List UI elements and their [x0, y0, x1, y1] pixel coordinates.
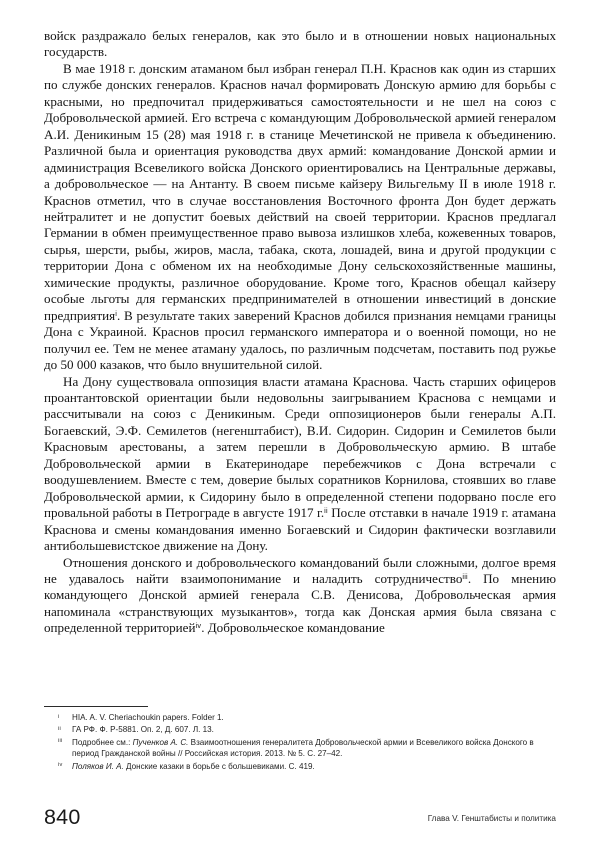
text-run: После отставки в начале 1919 г. атамана Краснова и смены командования именно Богаевский и Сидорин фактически возглавили антибольшевистское движение на Дону. [44, 505, 556, 554]
text-run: ГА РФ. Ф. Р-5881. Оп. 2, Д. 607. Л. 13. [72, 725, 214, 735]
footnote-marker-ii[interactable]: ii [58, 725, 61, 732]
text-run: HIA. A. V. Cheriachoukin papers. Folder 1. [72, 713, 224, 722]
footnote-item [44, 724, 556, 735]
footnote-marker-iv[interactable]: iv [58, 762, 63, 769]
body-paragraph [44, 374, 556, 555]
footnote-text [72, 725, 214, 734]
running-head-chapter-title: Глава V. Генштабисты и политика [427, 814, 556, 823]
footnote-item [44, 737, 556, 760]
text-run: Подробнее см.: [72, 737, 133, 747]
text-run: Отношения донского и добровольческого командований были сложными, долгое время не удавалось найти взаимопонимание и наладить сотрудничество [44, 554, 556, 586]
footnote-reference-iv[interactable]: iv [195, 621, 202, 631]
footnote-marker-i[interactable]: i [58, 713, 60, 720]
footnote-text [72, 762, 315, 771]
footnote-item [44, 761, 556, 772]
text-run: Донские казаки в борьбе с большевиками. С. 419. [123, 761, 315, 771]
text-run: . По мнению командующего Донской армией генерала С.В. Денисова, Добровольческая армия напоминала «странствующих музыкантов», тогда как Донская армия была связана с определенной территорией [44, 570, 556, 636]
footnote-text [72, 713, 224, 722]
footnote-separator-rule [44, 706, 148, 707]
body-text-block [44, 28, 556, 637]
footnote-item [44, 712, 556, 723]
footnotes-block [44, 706, 556, 773]
page-footer [0, 800, 600, 848]
citation-author: Пученков А. С. [132, 737, 189, 747]
body-paragraph [44, 28, 556, 61]
text-run: . В результате таких заверений Краснов добился признания немцами границы Дона с Украиной. Краснов просил германского императора и о военной помощи, но не получил ее. Тем не менее атаману удалось, по различным подсчетам, поставить под ружье до 50 000 казаков, что было внушительной силой. [44, 307, 556, 373]
footnote-text [72, 738, 534, 758]
footnote-reference-ii[interactable]: ii [324, 506, 328, 516]
text-run: Взаимоотношения генералитета Добровольческой армии и Всевеликого войска Донского в период Гражданской войны // Российская история. 2013. № 5. С. 27–42. [72, 737, 534, 759]
footnote-marker-iii[interactable]: iii [58, 738, 63, 745]
citation-author: Поляков И. А. [72, 761, 124, 771]
footnote-reference-iii[interactable]: iii [462, 571, 468, 581]
text-run: войск раздражало белых генералов, как это было и в отношении новых национальных государств. [44, 28, 556, 60]
text-run: . Добровольческое командование [201, 620, 385, 636]
body-paragraph [44, 555, 556, 637]
page-number: 840 [44, 805, 81, 829]
body-paragraph [44, 61, 556, 374]
text-run: В мае 1918 г. донским атаманом был избран генерал П.Н. Краснов как один из старших по службе донских генералов. Краснов начал формировать Донскую армию для борьбы с красными, но предпочитал придерживаться самостоятельности и не шел на союз с Добровольческой армией. Его встреча с командующим Добровольческой армией генералом А.И. Деникиным 15 (28) мая 1918 г. в станице Мечетинской не привела к объединению. Различной была и ориентация руководства двух армий: командование Донской армии и администрация Всевеликого войска Донского ориентировались на Центральные державы, а добровольческое — на Антанту. В своем письме кайзеру Вильгельму II в июле 1918 г. Краснов отметил, что в случае восстановления Восточного фронта Дон будет держать нейтралитет и не допустит боевых действий на своей территории. Краснов предлагал Германии в обмен преимущественное право вывоза излишков хлеба, кожевенных товаров, сырья, шерсти, рыбы, жиров, масла, табака, скота, лошадей, вина и другой продукции с территории Дона с обменом их на необходимые Дону сельскохозяйственные машины, химические продукты, различное оборудование. Кроме того, Краснов обещал кайзеру особые льготы для германских предпринимателей в отношении инвестиций в донские предприятия [44, 60, 556, 323]
footnote-reference-i[interactable]: i [115, 308, 118, 318]
footnote-list [44, 712, 556, 772]
text-run: На Дону существовала оппозиция власти атамана Краснова. Часть старших офицеров проантантовской ориентации были недовольны заигрыванием Краснова с немцами и рассчитывали на союз с Деникиным. Среди оппозиционеров были генералы А.П. Богаевский, Э.Ф. Семилетов (негенштабист), В.И. Сидорин. Сидорин и Семилетов были Красновым арестованы, а затем перешли в Добровольческую армию. В штабе Добровольческой армии в Екатеринодаре перебежчиков с Дона встречали с воодушевлением. Вместе с тем, доверие былых соратников Корнилова, стоявших во главе Добровольческой армии, к Сидорину было в определенной степени подорвано после его провальной работы в Петрограде в августе 1917 г. [44, 373, 556, 521]
